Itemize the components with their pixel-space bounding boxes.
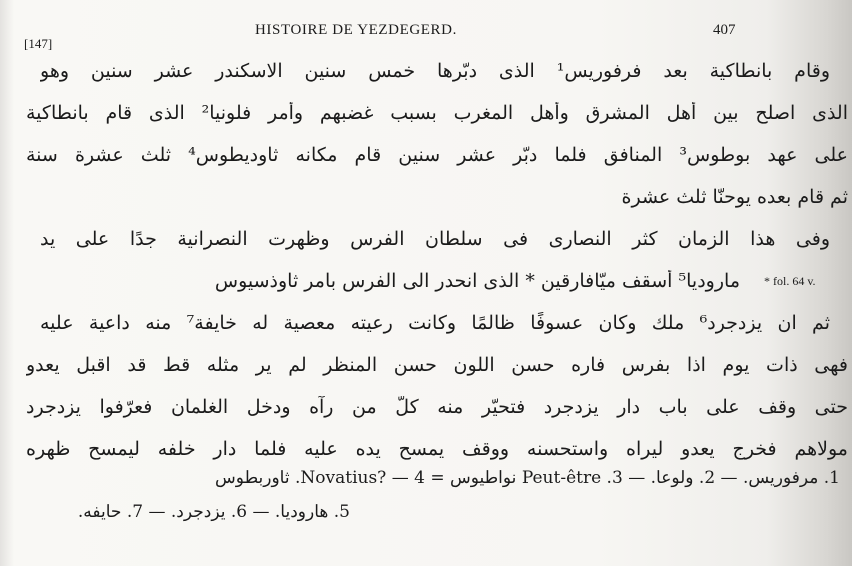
footnote-line-1: 1. مرفوريس. — 2. ولوعا. — 3. Peut-être نواطيوس = Novatius? — 4. ثاوربطوس	[215, 468, 840, 488]
text-line-9: حتى وقف على باب دار يزدجرد فتحيّر منه كلّ من رآه ودخل الغلمان فعرّفوا يزدجرد	[26, 396, 848, 418]
page-header	[0, 22, 852, 51]
margin-folio-note: * fol. 64 v.	[764, 274, 816, 288]
text-line-4: ثم قام بعده يوحنّا ثلث عشرة	[621, 186, 848, 208]
text-line-7: ثم ان يزدجرد⁶ ملك وكان عسوفًا ظالمًا وكانت رعيته معصية له خايفة⁷ منه داعية عليه	[40, 312, 830, 334]
text-line-3: على عهد بوطوس³ المنافق فلما دبّر عشر سنين قام مكانه ثاوديطوس⁴ ثلث عشرة سنة	[26, 144, 848, 166]
page-reference: [147]	[24, 36, 53, 51]
text-line-6: مارودیا⁵ أسقف ميّافارقين * الذى انحدر الى الفرس بامر ثاوذسيوس	[214, 270, 740, 292]
arabic-text-body	[8, 60, 848, 480]
text-line-8: فهى ذات يوم اذا بفرس فاره حسن اللون حسن المنظر لم ير مثله قط قد اقبل يعدو	[26, 354, 848, 376]
text-line-5: وفى هذا الزمان كثر النصارى فى سلطان الفرس وظهرت النصرانية جدًا على يد	[40, 228, 830, 250]
footnotes	[20, 468, 840, 538]
text-line-10: مولاهم فخرج يعدو ليراه واستحسنه ووقف يمسح يده عليه فلما دار خلفه ليمسح ظهره	[26, 438, 848, 460]
running-title: HISTOIRE DE YEZDEGERD.	[255, 22, 457, 38]
page-number: 407	[713, 22, 736, 38]
text-line-1: وقام بانطاكية بعد فرفوريس¹ الذى دبّرها خمس سنين الاسكندر عشر سنين وهو	[40, 60, 830, 82]
footnote-line-2: 5. هارودیا. — 6. يزدجرد. — 7. حايفه.	[77, 502, 350, 522]
text-line-2: الذى اصلح بين أهل المشرق وأهل المغرب بسبب غضبهم وأمر فلونيا² الذى قام بانطاكية	[26, 102, 848, 124]
